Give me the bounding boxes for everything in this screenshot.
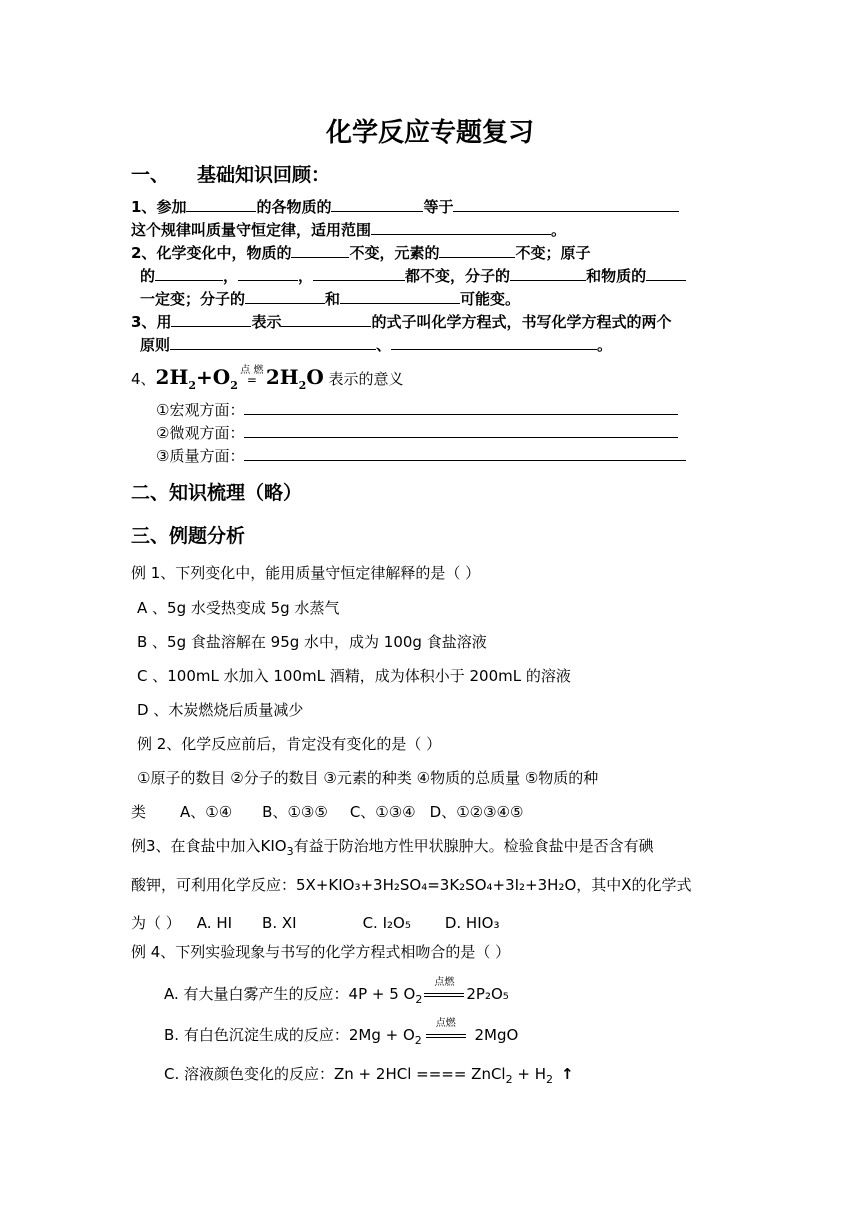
ex3-option-c: C. I₂O₅ [362, 914, 411, 932]
q1-blank-2[interactable] [331, 197, 423, 212]
q1-num: 1、 [131, 198, 157, 216]
up-arrow-icon: ↑ [561, 1065, 574, 1083]
q2-blank-8[interactable] [245, 289, 325, 304]
q2-line2 [140, 265, 686, 286]
q3-l2c: 。 [597, 336, 613, 354]
q4-item-2-blank[interactable] [244, 423, 678, 438]
q1-blank-1[interactable] [186, 197, 256, 212]
ex3-l1a: 例3、在食盐中加入KIO [131, 837, 287, 855]
ex3-l1b: 有益于防治地方性甲状腺肿大。检验食盐中是否含有碘 [293, 837, 654, 855]
q4-eq-sign: = [246, 373, 257, 387]
q4-item-1 [156, 399, 678, 420]
section1-heading-text: 基础知识回顾： [197, 164, 331, 186]
ex1-option-c: C 、100mL 水加入 100mL 酒精，成为体积小于 200mL 的溶液 [137, 667, 571, 685]
q4-item-2-label: ②微观方面： [156, 424, 245, 442]
q3-num: 3、 [131, 313, 157, 331]
q3-l2b: 、 [376, 336, 392, 354]
ex4-option-b [164, 1018, 519, 1047]
q4-equation [155, 365, 324, 392]
q2-l2b: ， [223, 267, 239, 285]
ex2-l2a: 类 [131, 803, 147, 821]
q4-condition [238, 365, 266, 387]
q2-num: 2、 [131, 244, 157, 262]
q2-l2d: 都不变，分子的 [405, 267, 511, 285]
ex1-option-d: D 、木炭燃烧后质量减少 [137, 701, 304, 719]
q4-sub-b: 2 [230, 379, 238, 392]
q4-num: 4、 [131, 370, 156, 388]
ex1-question: 例 1、下列变化中，能用质量守恒定律解释的是（ ） [131, 564, 481, 582]
q4-sub: 2 [188, 379, 197, 392]
q1-line2 [131, 219, 566, 240]
ex3-option-d: D. HIO₃ [444, 914, 500, 932]
ex4-c-sub: 2 [505, 1073, 513, 1086]
q2-text-c: 不变；原子 [515, 244, 591, 262]
ex3-line1 [131, 835, 654, 858]
q4-item-2 [156, 422, 678, 443]
q4-item-1-blank[interactable] [244, 400, 678, 415]
ex4-c-sub2: 2 [546, 1073, 553, 1086]
q1-text-b: 的各物质的 [256, 198, 332, 216]
ex4-c-mid: + H [512, 1065, 546, 1083]
ex3-option-b: B. XI [262, 914, 297, 932]
ex4-c-pre: C. 溶液颜色变化的反应：Zn + 2HCl ==== ZnCl [164, 1065, 506, 1083]
ex2-question: 例 2、化学反应前后，肯定没有变化的是（ ） [137, 735, 442, 753]
q2-l3a: 一定变；分子的 [140, 290, 246, 308]
q1-line2-text: 这个规律叫质量守恒定律，适用范围 [131, 221, 372, 239]
q3-text-b: 表示 [251, 313, 282, 331]
q3-text-c: 的式子叫化学方程式，书写化学方程式的两个 [371, 313, 672, 331]
q3-blank-4[interactable] [391, 335, 597, 350]
ex4-a-eq-lines [424, 993, 464, 997]
ex2-option-c: C、①③④ [349, 803, 416, 821]
ex4-b-pre: B. 有白色沉淀生成的反应：2Mg + O [164, 1026, 415, 1044]
q1-blank-3[interactable] [453, 197, 679, 212]
ex2-option-b: B、①③⑤ [262, 803, 328, 821]
q2-blank-9[interactable] [340, 289, 460, 304]
ex4-b-cond-text: 点燃 [435, 1018, 456, 1029]
ex4-a-post: 2P₂O₅ [466, 985, 509, 1003]
ex1-option-b: B 、5g 食盐溶解在 95g 水中，成为 100g 食盐溶液 [137, 633, 487, 651]
q4-eq-right: 2H [265, 365, 299, 389]
q1-text-c: 等于 [423, 198, 454, 216]
ex1-option-a: A 、5g 水受热变成 5g 水蒸气 [137, 599, 340, 617]
section3-heading: 三、例题分析 [131, 525, 246, 547]
q2-l3b: 和 [325, 290, 341, 308]
ex4-a-condition [424, 977, 464, 1003]
q3-blank-2[interactable] [281, 312, 371, 327]
ex4-b-eq-lines [426, 1034, 466, 1038]
ex4-question: 例 4、下列实验现象与书写的化学方程式相吻合的是（ ） [131, 943, 511, 961]
q2-blank-3[interactable] [155, 266, 223, 281]
ex2-option-a: A、①④ [180, 803, 233, 821]
q4-o: O [306, 365, 324, 389]
q4-suffix: 表示的意义 [328, 370, 404, 388]
q2-text-b: 不变，元素的 [349, 244, 440, 262]
q2-l2a: 的 [140, 267, 156, 285]
q2-l3c: 可能变。 [460, 290, 521, 308]
ex3-option-a: A. HI [196, 914, 233, 932]
ex4-a-pre: A. 有大量白雾产生的反应：4P + 5 O [164, 985, 416, 1003]
q4-item-3-label: ③质量方面： [156, 447, 245, 465]
q4-plus: +O [196, 365, 231, 389]
ex2-option-d: D、①②③④⑤ [429, 803, 524, 821]
q1-end: 。 [551, 221, 567, 239]
ex4-b-post: 2MgO [469, 1026, 519, 1044]
q1-blank-4[interactable] [371, 220, 551, 235]
q2-blank-1[interactable] [291, 243, 349, 258]
q2-line1 [131, 242, 590, 263]
q3-line2 [140, 334, 612, 355]
q2-line3 [140, 288, 520, 309]
q4-cond-text: 点 燃 [240, 365, 264, 376]
q1-text-a: 参加 [156, 198, 187, 216]
q3-l2a: 原则 [140, 336, 171, 354]
q2-l2e: 和物质的 [586, 267, 647, 285]
q4-eq-left: 2H [155, 365, 189, 389]
q2-blank-6[interactable] [510, 266, 586, 281]
q4-sub-c: 2 [298, 379, 307, 392]
ex4-option-c [164, 1063, 574, 1086]
page-title: 化学反应专题复习 [325, 118, 534, 148]
section2-heading: 二、知识梳理（略） [131, 482, 303, 504]
q3-blank-3[interactable] [170, 335, 376, 350]
section1-heading-num: 一、 [131, 164, 170, 186]
q1-line1 [131, 196, 679, 217]
q4-item-1-label: ①宏观方面： [156, 401, 245, 419]
q3-line1 [131, 311, 671, 332]
q2-blank-7[interactable] [646, 266, 686, 281]
ex3-l3a: 为（ ） [131, 914, 181, 932]
ex4-b-sub: 2 [414, 1034, 422, 1047]
ex4-b-condition [426, 1018, 466, 1044]
ex3-l1-sub: 3 [286, 845, 294, 858]
q2-l2c: ， [298, 267, 314, 285]
q2-text-a: 化学变化中，物质的 [156, 244, 292, 262]
q3-text-a: 用 [156, 313, 172, 331]
ex2-line2 [131, 801, 523, 822]
q2-blank-5[interactable] [313, 266, 405, 281]
q3-blank-1[interactable] [171, 312, 251, 327]
q4-item-3 [156, 445, 686, 466]
ex4-a-sub: 2 [415, 993, 423, 1006]
q4-line [131, 365, 404, 392]
ex3-line3 [131, 912, 499, 933]
section1-heading [131, 160, 330, 187]
ex3-line2: 酸钾，可利用化学反应：5X+KIO₃+3H₂SO₄=3K₂SO₄+3I₂+3H₂O，其中X的化学式 [131, 876, 692, 894]
ex4-option-a [164, 977, 509, 1006]
q2-blank-4[interactable] [238, 266, 298, 281]
ex4-a-cond-text: 点燃 [434, 977, 455, 988]
q2-blank-2[interactable] [439, 243, 515, 258]
ex2-line1: ①原子的数目 ②分子的数目 ③元素的种类 ④物质的总质量 ⑤物质的种 [137, 769, 599, 787]
q4-item-3-blank[interactable] [244, 446, 686, 461]
